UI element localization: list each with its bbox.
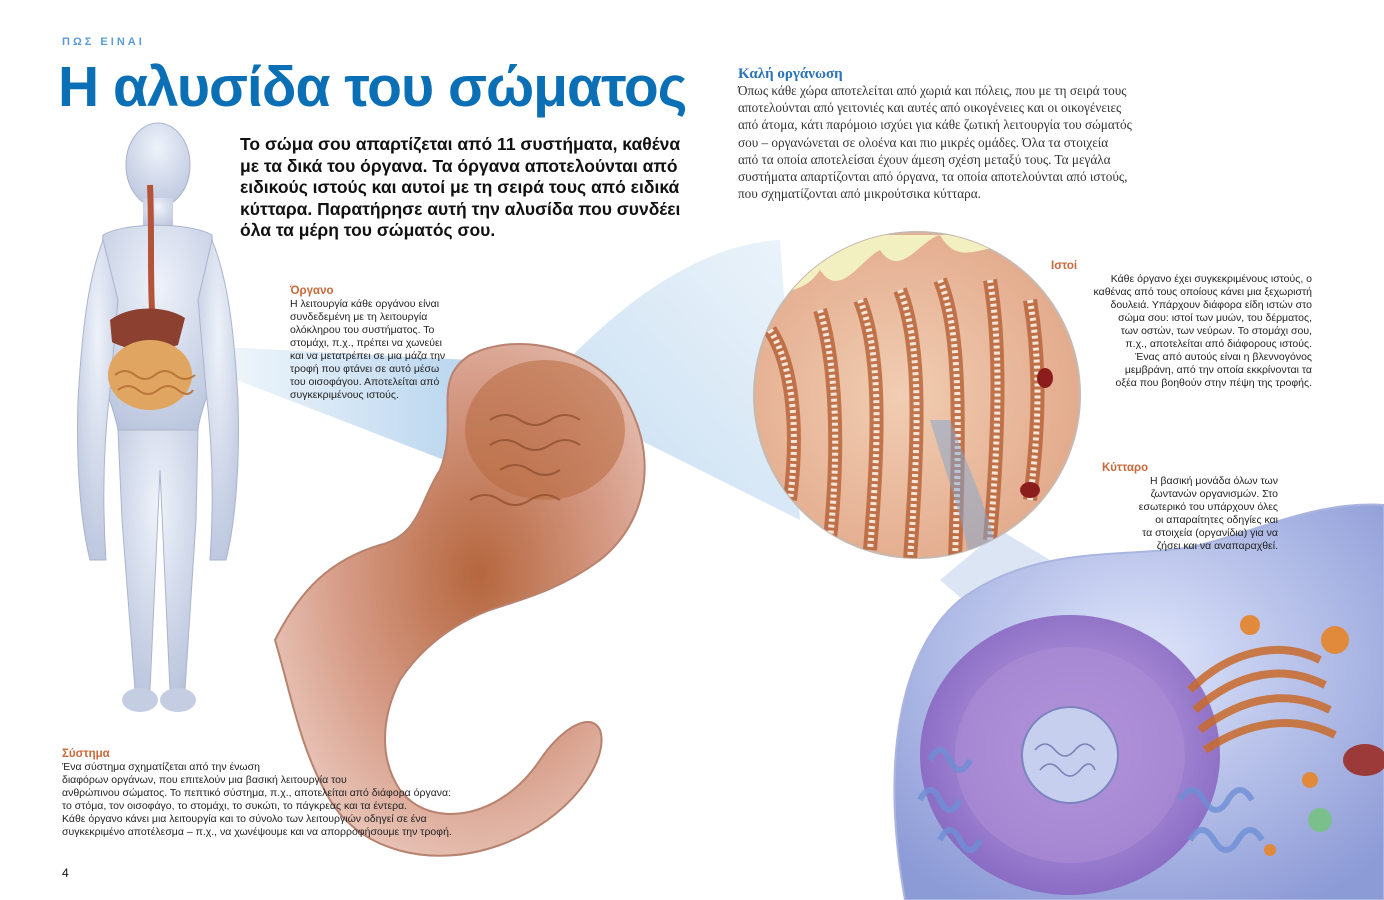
tissues-line: οξέα που βοηθούν στην πέψη της τροφής. — [1115, 377, 1312, 389]
human-body-figure — [78, 123, 239, 712]
page-number: 4 — [62, 866, 69, 880]
intro-paragraph — [240, 134, 681, 242]
good-organization-heading: Καλή οργάνωση — [738, 66, 843, 82]
organ-body — [290, 298, 470, 402]
good-organization-body — [738, 82, 1178, 202]
system-line: Ένα σύστημα σχηματίζεται από την ένωση — [62, 761, 260, 773]
good-organization-line: από άτομα, κάτι παρόμοιο ισχύει για κάθε ζωτική λειτουργία του σώματός — [738, 117, 1132, 133]
organ-section — [290, 285, 470, 402]
cell-line: τα στοιχεία (οργανίδια) για να — [1142, 527, 1278, 539]
tissues-line: π.χ., αποτελείται από διάφορους ιστούς. — [1125, 338, 1312, 350]
organ-line: συνδεδεμένη με τη λειτουργία — [290, 311, 428, 323]
organ-line: συγκεκριμένους ιστούς. — [290, 389, 399, 401]
tissues-line: Ένας από αυτούς είναι η βλεννογόνος — [1135, 351, 1312, 363]
system-line: συγκεκριμένο αποτέλεσμα – π.χ., να χωνέψουμε και να απορροφήσουμε την τροφή. — [62, 826, 452, 838]
organ-heading: Όργανο — [290, 285, 334, 297]
section-kicker: ΠΩΣ ΕΙΝΑΙ — [62, 36, 145, 48]
page-title: Η αλυσίδα του σώματος — [58, 55, 687, 119]
intro-line: με τα δικά του όργανα. Τα όργανα αποτελούνται από — [240, 155, 678, 176]
system-heading: Σύστημα — [62, 748, 110, 760]
cell-line: εσωτερικό του υπάρχουν όλες — [1138, 501, 1278, 513]
tissues-line: Κάθε όργανο έχει συγκεκριμένους ιστούς, ο — [1110, 273, 1312, 285]
tissues-body — [1050, 273, 1312, 390]
good-organization-line: Όπως κάθε χώρα αποτελείται από χωριά και πόλεις, που με τη σειρά τους — [738, 83, 1127, 98]
good-organization-line: σου – οργανώνεται σε ολοένα και πιο μικρές ομάδες. Όλα τα στοιχεία — [738, 134, 1109, 150]
tissues-line: των οστών, των νεύρων. Το στομάχι σου, — [1120, 325, 1312, 337]
tissues-section — [1050, 260, 1312, 390]
organ-line: και να μετατρέπει σε μια μάζα την — [290, 350, 446, 362]
cell-line: ζωντανών οργανισμών. Στο — [1150, 488, 1278, 500]
system-line: το στόμα, τον οισοφάγο, το στομάχι, το συκώτι, το πάγκρεας και τα έντερα. — [62, 800, 408, 812]
good-organization-line: αποτελούνται από γειτονιές και αυτές από οικογένειες και οι οικογένειες — [738, 100, 1122, 116]
cell-line: οι απαραίτητες οδηγίες και — [1155, 514, 1278, 526]
cell-line: ζήσει και να αναπαραχθεί. — [1156, 540, 1278, 552]
cell-heading: Κύτταρο — [1102, 462, 1149, 474]
organ-line: του οισοφάγου. Αποτελείται από — [290, 376, 440, 388]
system-body — [62, 761, 462, 839]
system-line: διαφόρων οργάνων, που επιτελούν μια βασική λειτουργία του — [62, 774, 347, 786]
tissues-heading: Ιστοί — [1051, 260, 1078, 272]
system-line: ανθρώπινου σώματος. Το πεπτικό σύστημα, π.χ., αποτελείται από διάφορα όργανα: — [62, 787, 452, 799]
intro-line: όλα τα μέρη του σώματός σου. — [240, 220, 496, 240]
good-organization-section — [738, 66, 1178, 202]
organ-line: στομάχι, π.χ., πρέπει να χωνεύει — [290, 337, 442, 349]
tissues-line: δουλειά. Υπάρχουν διάφορα είδη ιστών στο — [1110, 299, 1312, 311]
organ-line: Η λειτουργία κάθε οργάνου είναι — [290, 298, 440, 310]
intro-line: κύτταρα. Παρατήρησε αυτή την αλυσίδα που συνδέει — [240, 198, 681, 219]
tissues-line: καθένας από τους οποίους κάνει μια ξεχωριστή — [1093, 286, 1312, 298]
tissues-line: σώμα σου: ιστοί των μυών, του δέρματος, — [1118, 312, 1312, 324]
tissue-magnified-circle — [754, 230, 1080, 560]
organ-line: τροφή που φτάνει σε αυτό μέσω — [290, 363, 440, 375]
cell-line: Η βασική μονάδα όλων των — [1149, 475, 1278, 487]
good-organization-line: που σχηματίζονται από μικρούτσικα κύτταρα. — [738, 186, 981, 202]
tissues-line: μεμβράνη, από την οποία εκκρίνονται τα — [1124, 364, 1312, 376]
intro-line: ειδικούς ιστούς και αυτοί με τη σειρά τους από ειδικά — [240, 177, 680, 197]
cell-body — [1088, 475, 1278, 553]
system-section — [62, 748, 462, 839]
intro-line: Το σώμα σου απαρτίζεται από 11 συστήματα, καθένα — [240, 134, 681, 154]
system-line: Κάθε όργανο κάνει μια λειτουργία και το σύνολο των λειτουργιών οδηγεί σε ένα — [62, 813, 427, 825]
cell-section — [1088, 462, 1278, 553]
good-organization-line: από τα οποία αποτελείσαι έχουν άμεση σχέση μεταξύ τους. Τα μεγάλα — [738, 151, 1111, 167]
good-organization-line: συστήματα απαρτίζονται από όργανα, τα οποία αποτελούνται από ιστούς, — [738, 169, 1128, 185]
organ-line: ολόκληρου του συστήματος. Το — [290, 324, 435, 336]
